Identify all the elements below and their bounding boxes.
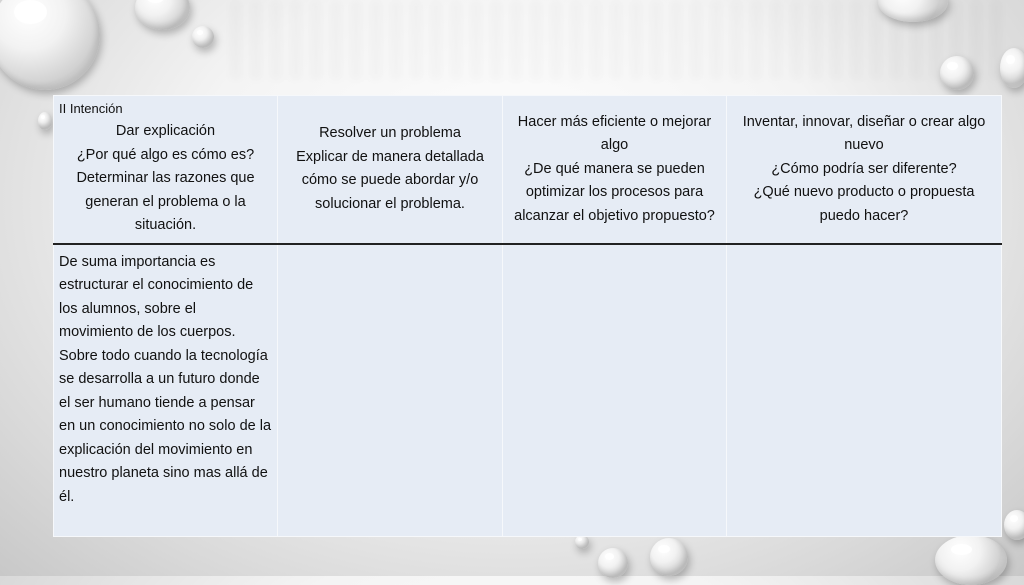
section-label: II Intención xyxy=(59,101,123,116)
water-drop-decoration xyxy=(1000,48,1024,88)
header-cell-explain xyxy=(54,96,278,244)
water-drop-decoration xyxy=(1004,510,1024,540)
header-cell-solve xyxy=(278,96,503,244)
table-cell xyxy=(503,244,727,537)
header-line: ¿Qué nuevo producto o propuesta puedo hacer? xyxy=(753,184,975,224)
water-drop-decoration xyxy=(598,548,628,578)
table-cell xyxy=(727,244,1002,537)
header-line: ¿De qué manera se pueden optimizar los procesos para alcanzar el objetivo propuesto? xyxy=(514,160,715,224)
header-cell-improve xyxy=(503,96,727,244)
table-header-row xyxy=(54,96,1002,244)
header-line: ¿Cómo podría ser diferente? xyxy=(771,160,957,177)
water-drop-decoration xyxy=(0,0,100,90)
header-line: Dar explicación xyxy=(115,123,216,139)
water-drop-decoration xyxy=(935,535,1007,585)
table-cell xyxy=(278,244,503,537)
header-line: Inventar, innovar, diseñar o crear algo nuevo xyxy=(742,113,986,153)
header-line: Determinar las razones que generan el problema o la situación. xyxy=(76,170,255,233)
table-cell: De suma importancia es estructurar el conocimiento de los alumnos, sobre el movimiento de los cuerpos. Sobre todo cuando la tecnología se desarrolla a un futuro donde el ser humano tiende a pensar en un conocimiento no solo de la explicación del movimiento en nuestro planeta sino mas allá de él. xyxy=(54,244,278,537)
intention-table xyxy=(53,95,1002,537)
water-drop-decoration xyxy=(575,535,589,549)
header-cell-innovate xyxy=(727,96,1002,244)
water-drop-decoration xyxy=(135,0,190,30)
water-drop-decoration xyxy=(192,26,214,48)
header-line: ¿Por qué algo es cómo es? xyxy=(76,146,255,163)
header-line: Resolver un problema xyxy=(319,125,461,142)
table-row xyxy=(54,244,1002,537)
water-drop-decoration xyxy=(38,112,52,130)
water-drop-decoration xyxy=(650,538,688,576)
header-line: Explicar de manera detallada cómo se puede abordar y/o solucionar el problema. xyxy=(296,148,484,212)
water-drop-decoration xyxy=(940,56,974,90)
header-line: Hacer más eficiente o mejorar algo xyxy=(517,113,712,153)
